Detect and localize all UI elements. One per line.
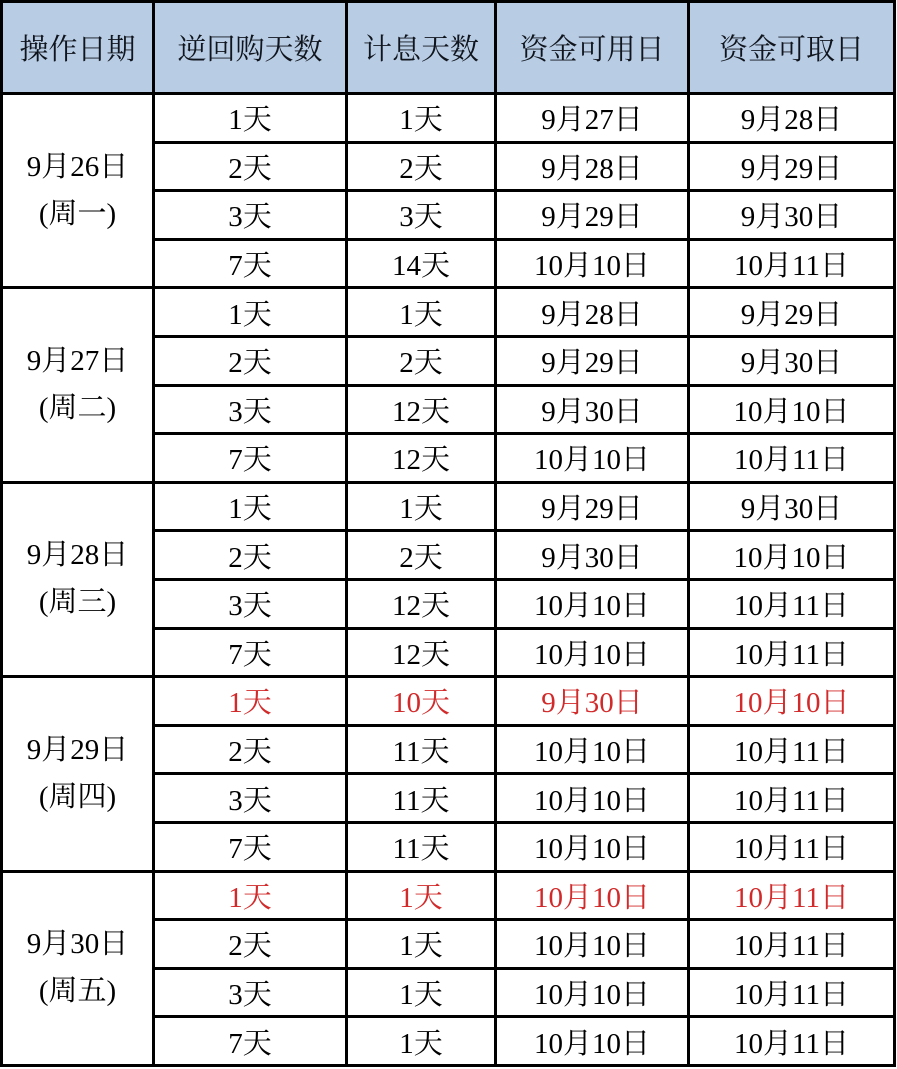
cell-available-date: 10月10日 xyxy=(496,774,689,823)
table-row xyxy=(2,871,895,920)
cell-available-date: 10月10日 xyxy=(496,628,689,677)
cell-repo-days: 1天 xyxy=(154,677,347,726)
header-operation-date: 操作日期 xyxy=(2,2,154,94)
cell-interest-days: 12天 xyxy=(347,628,496,677)
cell-interest-days: 12天 xyxy=(347,385,496,434)
cell-available-date: 9月30日 xyxy=(496,677,689,726)
date-cell-sep28 xyxy=(2,482,154,676)
cell-withdraw-date: 9月30日 xyxy=(689,482,895,531)
cell-withdraw-date: 10月11日 xyxy=(689,434,895,483)
header-row xyxy=(2,2,895,94)
cell-available-date: 10月10日 xyxy=(496,871,689,920)
table-row xyxy=(2,677,895,726)
cell-available-date: 9月28日 xyxy=(496,142,689,191)
cell-available-date: 9月27日 xyxy=(496,94,689,143)
table-header xyxy=(2,2,895,94)
cell-available-date: 10月10日 xyxy=(496,579,689,628)
cell-repo-days: 2天 xyxy=(154,531,347,580)
cell-interest-days: 1天 xyxy=(347,968,496,1017)
weekday-label: (周二) xyxy=(38,392,117,425)
cell-repo-days: 3天 xyxy=(154,968,347,1017)
cell-withdraw-date: 10月11日 xyxy=(689,628,895,677)
weekday-label: (周五) xyxy=(38,975,117,1008)
cell-withdraw-date: 10月11日 xyxy=(689,920,895,969)
cell-interest-days: 10天 xyxy=(347,677,496,726)
date-label: 9月28日 xyxy=(26,539,129,572)
cell-repo-days: 3天 xyxy=(154,579,347,628)
cell-interest-days: 1天 xyxy=(347,482,496,531)
header-repo-days: 逆回购天数 xyxy=(154,2,347,94)
cell-withdraw-date: 10月11日 xyxy=(689,579,895,628)
cell-repo-days: 3天 xyxy=(154,774,347,823)
header-funds-withdraw-date: 资金可取日 xyxy=(689,2,895,94)
cell-withdraw-date: 10月11日 xyxy=(689,871,895,920)
cell-interest-days: 3天 xyxy=(347,191,496,240)
cell-withdraw-date: 9月29日 xyxy=(689,142,895,191)
date-cell-sep30 xyxy=(2,871,154,1065)
header-funds-available-date: 资金可用日 xyxy=(496,2,689,94)
date-label: 9月27日 xyxy=(26,345,129,378)
cell-interest-days: 1天 xyxy=(347,288,496,337)
date-cell-sep27 xyxy=(2,288,154,482)
cell-withdraw-date: 10月11日 xyxy=(689,239,895,288)
cell-withdraw-date: 9月30日 xyxy=(689,191,895,240)
table-body xyxy=(2,94,895,1066)
cell-available-date: 9月29日 xyxy=(496,191,689,240)
cell-interest-days: 11天 xyxy=(347,774,496,823)
weekday-label: (周三) xyxy=(38,586,117,619)
cell-interest-days: 12天 xyxy=(347,579,496,628)
cell-available-date: 10月10日 xyxy=(496,968,689,1017)
cell-available-date: 10月10日 xyxy=(496,822,689,871)
cell-repo-days: 2天 xyxy=(154,920,347,969)
cell-interest-days: 14天 xyxy=(347,239,496,288)
table-row xyxy=(2,482,895,531)
cell-withdraw-date: 10月10日 xyxy=(689,385,895,434)
date-cell-sep29 xyxy=(2,677,154,871)
cell-interest-days: 11天 xyxy=(347,822,496,871)
cell-withdraw-date: 10月11日 xyxy=(689,774,895,823)
cell-repo-days: 1天 xyxy=(154,94,347,143)
cell-available-date: 10月10日 xyxy=(496,434,689,483)
cell-interest-days: 2天 xyxy=(347,531,496,580)
cell-withdraw-date: 10月11日 xyxy=(689,1017,895,1066)
cell-withdraw-date: 10月11日 xyxy=(689,822,895,871)
cell-repo-days: 1天 xyxy=(154,288,347,337)
cell-repo-days: 7天 xyxy=(154,239,347,288)
cell-withdraw-date: 10月11日 xyxy=(689,968,895,1017)
cell-withdraw-date: 9月29日 xyxy=(689,288,895,337)
cell-repo-days: 7天 xyxy=(154,1017,347,1066)
cell-available-date: 9月29日 xyxy=(496,336,689,385)
date-label: 9月29日 xyxy=(26,733,129,766)
cell-available-date: 10月10日 xyxy=(496,920,689,969)
cell-interest-days: 12天 xyxy=(347,434,496,483)
cell-repo-days: 3天 xyxy=(154,385,347,434)
cell-available-date: 10月10日 xyxy=(496,725,689,774)
date-cell-sep26 xyxy=(2,94,154,288)
weekday-label: (周一) xyxy=(38,197,117,230)
table-row xyxy=(2,288,895,337)
cell-repo-days: 1天 xyxy=(154,482,347,531)
cell-withdraw-date: 10月10日 xyxy=(689,677,895,726)
cell-repo-days: 3天 xyxy=(154,191,347,240)
cell-interest-days: 1天 xyxy=(347,94,496,143)
cell-available-date: 9月30日 xyxy=(496,385,689,434)
date-label: 9月26日 xyxy=(26,150,129,183)
cell-interest-days: 2天 xyxy=(347,142,496,191)
cell-repo-days: 2天 xyxy=(154,142,347,191)
table-row xyxy=(2,94,895,143)
cell-withdraw-date: 9月30日 xyxy=(689,336,895,385)
cell-available-date: 9月30日 xyxy=(496,531,689,580)
cell-repo-days: 7天 xyxy=(154,434,347,483)
cell-repo-days: 7天 xyxy=(154,822,347,871)
cell-withdraw-date: 10月10日 xyxy=(689,531,895,580)
cell-repo-days: 7天 xyxy=(154,628,347,677)
cell-available-date: 10月10日 xyxy=(496,1017,689,1066)
weekday-label: (周四) xyxy=(38,780,117,813)
cell-repo-days: 1天 xyxy=(154,871,347,920)
cell-interest-days: 1天 xyxy=(347,1017,496,1066)
cell-available-date: 10月10日 xyxy=(496,239,689,288)
cell-interest-days: 1天 xyxy=(347,920,496,969)
header-interest-days: 计息天数 xyxy=(347,2,496,94)
cell-available-date: 9月29日 xyxy=(496,482,689,531)
date-label: 9月30日 xyxy=(26,928,129,961)
cell-repo-days: 2天 xyxy=(154,336,347,385)
cell-withdraw-date: 10月11日 xyxy=(689,725,895,774)
cell-available-date: 9月28日 xyxy=(496,288,689,337)
cell-interest-days: 2天 xyxy=(347,336,496,385)
cell-interest-days: 1天 xyxy=(347,871,496,920)
cell-repo-days: 2天 xyxy=(154,725,347,774)
cell-withdraw-date: 9月28日 xyxy=(689,94,895,143)
cell-interest-days: 11天 xyxy=(347,725,496,774)
